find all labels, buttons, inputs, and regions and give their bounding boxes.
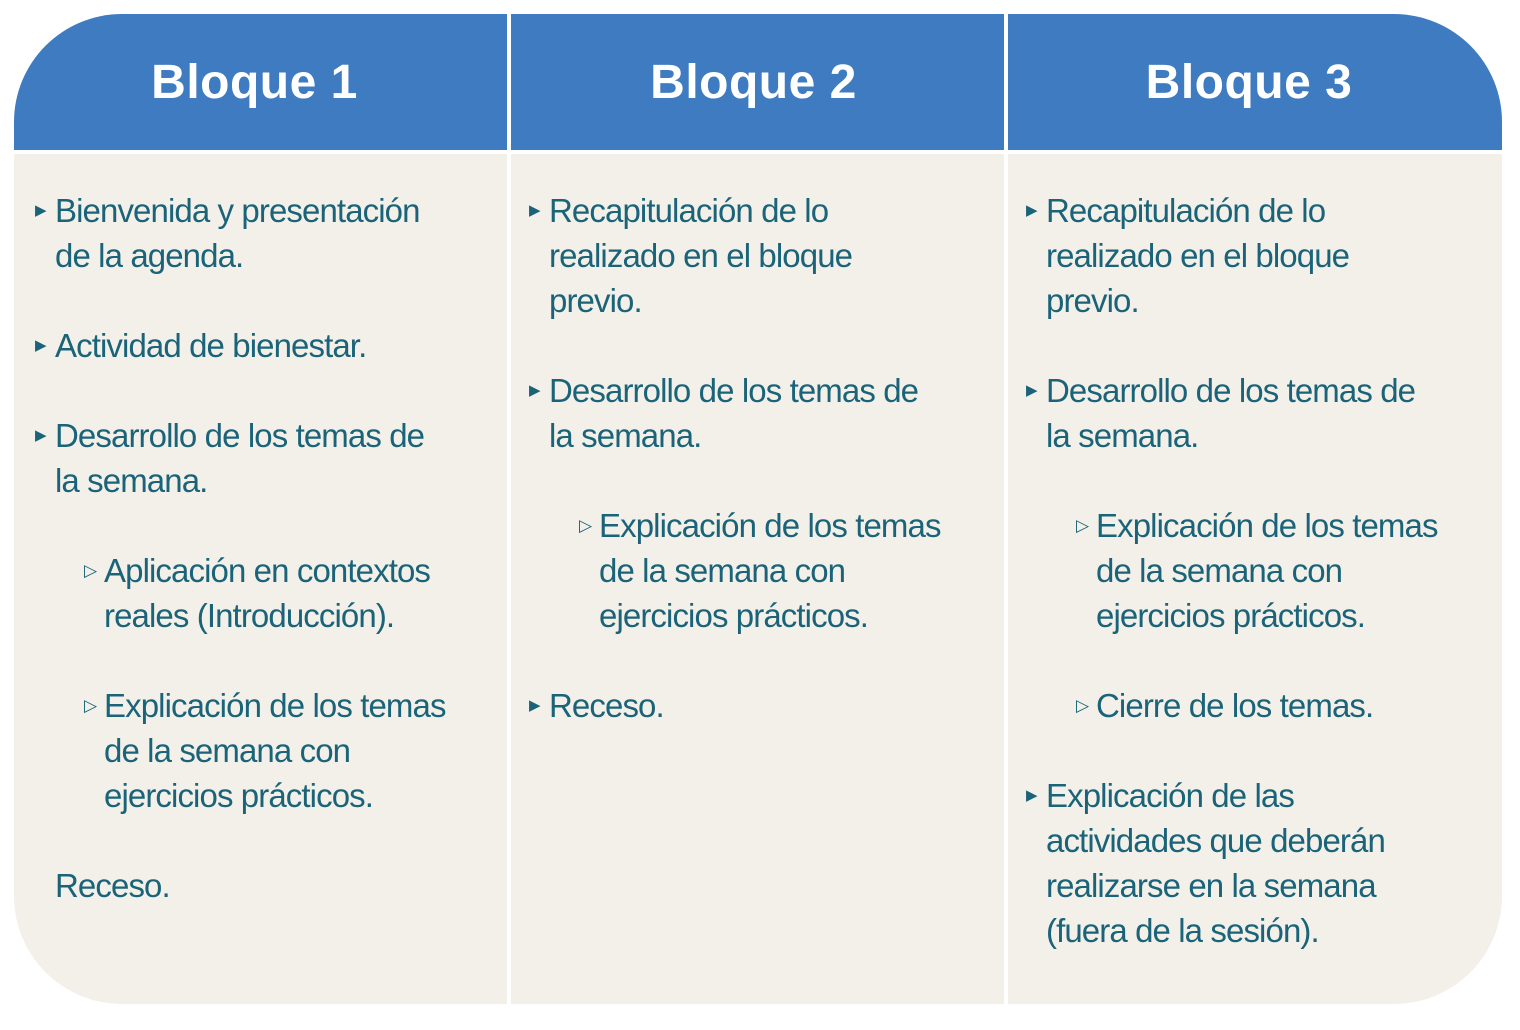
filled-triangle-bullet-icon: ▶ bbox=[1026, 202, 1037, 219]
block-title: Bloque 3 bbox=[1145, 55, 1353, 109]
filled-triangle-bullet-icon: ▶ bbox=[1026, 787, 1037, 804]
block-title: Bloque 2 bbox=[650, 55, 857, 109]
block-column-2 bbox=[511, 14, 1004, 1004]
block-header-3 bbox=[1008, 14, 1502, 150]
list-item: ▶ Desarrollo de los temas de la semana. bbox=[55, 413, 424, 503]
outline-triangle-bullet-icon: ▷ bbox=[1076, 516, 1089, 535]
list-item: ▶ Desarrollo de los temas de la semana. bbox=[1046, 368, 1415, 458]
list-item: ▶ Desarrollo de los temas de la semana. bbox=[549, 368, 918, 458]
block-body-1 bbox=[14, 154, 507, 1004]
list-item: ▷ Explicación de los temas de la semana con ejercicios prácticos. bbox=[1096, 503, 1438, 638]
block-title: Bloque 1 bbox=[151, 55, 358, 109]
list-item: ▶ Recapitulación de lo realizado en el bloque previo. bbox=[549, 188, 852, 323]
block-column-1 bbox=[14, 14, 507, 1004]
filled-triangle-bullet-icon: ▶ bbox=[529, 202, 540, 219]
list-item: ▶ Bienvenida y presentación de la agenda. bbox=[55, 188, 420, 278]
filled-triangle-bullet-icon: ▶ bbox=[35, 337, 46, 354]
block-header-1 bbox=[14, 14, 507, 150]
list-item: ▷ Cierre de los temas. bbox=[1096, 683, 1373, 728]
filled-triangle-bullet-icon: ▶ bbox=[1026, 382, 1037, 399]
block-header-2 bbox=[511, 14, 1004, 150]
outline-triangle-bullet-icon: ▷ bbox=[579, 516, 592, 535]
block-column-3 bbox=[1008, 14, 1502, 1004]
outline-triangle-bullet-icon: ▷ bbox=[84, 696, 97, 715]
filled-triangle-bullet-icon: ▶ bbox=[35, 202, 46, 219]
list-item: ▶ Recapitulación de lo realizado en el bloque previo. bbox=[1046, 188, 1349, 323]
filled-triangle-bullet-icon: ▶ bbox=[35, 427, 46, 444]
block-body-3 bbox=[1008, 154, 1502, 1004]
outline-triangle-bullet-icon: ▷ bbox=[1076, 696, 1089, 715]
list-item: ▶ Actividad de bienestar. bbox=[55, 323, 366, 368]
list-item: ▷ Aplicación en contextos reales (Introducción). bbox=[104, 548, 430, 638]
agenda-table bbox=[14, 14, 1502, 1004]
filled-triangle-bullet-icon: ▶ bbox=[529, 697, 540, 714]
block-body-2 bbox=[511, 154, 1004, 1004]
list-item: Receso. bbox=[55, 867, 170, 904]
list-item: ▶ Receso. bbox=[549, 683, 664, 728]
list-item: ▶ Explicación de las actividades que deberán realizarse en la semana (fuera de la sesión). bbox=[1046, 773, 1385, 953]
list-item: ▷ Explicación de los temas de la semana con ejercicios prácticos. bbox=[104, 683, 446, 818]
outline-triangle-bullet-icon: ▷ bbox=[84, 561, 97, 580]
filled-triangle-bullet-icon: ▶ bbox=[529, 382, 540, 399]
list-item: ▷ Explicación de los temas de la semana con ejercicios prácticos. bbox=[599, 503, 941, 638]
